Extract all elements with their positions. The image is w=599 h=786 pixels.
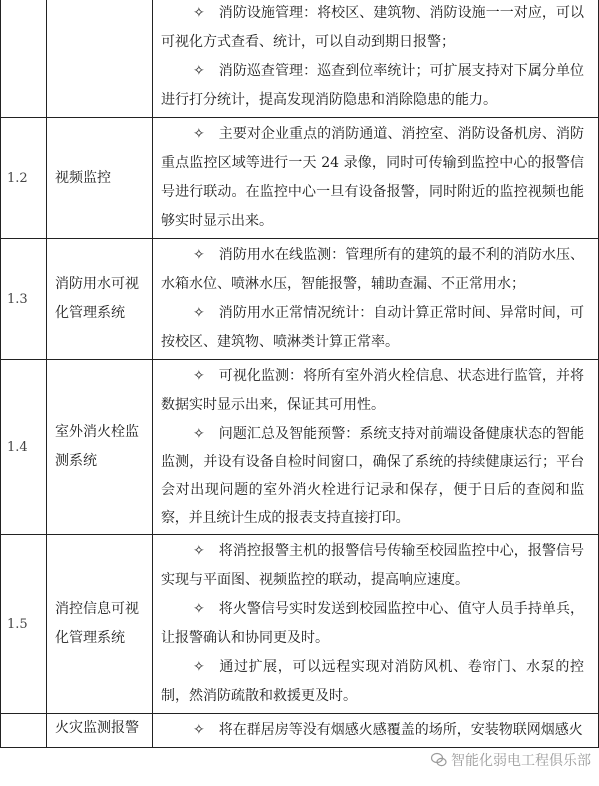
row-number [1, 0, 47, 118]
spec-table-body [1, 0, 599, 748]
feature-text: 将火警信号实时发送到校园监控中心、值守人员手持单兵，让报警确认和协同更及时。 [161, 601, 584, 646]
row-description [153, 714, 599, 748]
diamond-bullet-icon: ✧ [193, 543, 205, 559]
feature-text: 主要对企业重点的消防通道、消控室、消防设备机房、消防重点监控区域等进行一天 24 录像，同时可传输到监控中心的报警信号进行联动。在监控中心一旦有设备报警，同时附近的监控视频也能够实时显示出来。 [161, 126, 584, 229]
row-number: 1.2 [1, 118, 47, 239]
diamond-bullet-icon: ✧ [193, 368, 205, 384]
feature-paragraph [161, 595, 584, 653]
diamond-bullet-icon: ✧ [193, 126, 205, 142]
feature-text: 消防巡查管理：巡查到位率统计；可扩展支持对下属分单位进行打分统计，提高发现消防隐患和消除隐患的能力。 [161, 63, 584, 108]
row-module-name [47, 0, 153, 118]
diamond-bullet-icon: ✧ [193, 63, 205, 79]
row-number: 1.5 [1, 535, 47, 714]
feature-text: 可视化监测：将所有室外消火栓信息、状态进行监管，并将数据实时显示出来，保证其可用性。 [161, 368, 584, 413]
row-number: 1.4 [1, 360, 47, 535]
feature-paragraph [161, 120, 584, 236]
table-row [1, 714, 599, 748]
diamond-bullet-icon: ✧ [193, 426, 205, 442]
feature-text: 将在群居房等没有烟感火感覆盖的场所，安装物联网烟感火 [218, 722, 583, 738]
row-module-name: 视频监控 [47, 118, 153, 239]
diamond-bullet-icon: ✧ [193, 247, 205, 263]
feature-text: 通过扩展，可以远程实现对消防风机、卷帘门、水泵的控制，然消防疏散和救援更及时。 [161, 659, 584, 704]
table-row [1, 0, 599, 118]
feature-paragraph [161, 0, 584, 57]
row-number [1, 714, 47, 748]
row-module-name: 火灾监测报警 [47, 714, 153, 748]
feature-text: 消防设施管理：将校区、建筑物、消防设施一一对应，可以可视化方式查看、统计，可以自动到期日报警； [161, 5, 584, 50]
table-row [1, 360, 599, 535]
feature-text: 消防用水在线监测：管理所有的建筑的最不利的消防水压、水箱水位、喷淋水压，智能报警，辅助查漏、不正常用水； [161, 247, 584, 292]
table-row [1, 118, 599, 239]
row-description [153, 239, 599, 360]
diamond-bullet-icon: ✧ [193, 601, 205, 617]
row-module-name: 消防用水可视化管理系统 [47, 239, 153, 360]
row-number: 1.3 [1, 239, 47, 360]
feature-paragraph [161, 716, 584, 745]
feature-paragraph [161, 362, 584, 420]
feature-text: 将消控报警主机的报警信号传输至校园监控中心，报警信号实现与平面图、视频监控的联动，提高响应速度。 [161, 543, 584, 588]
diamond-bullet-icon: ✧ [193, 722, 205, 738]
feature-text: 消防用水正常情况统计：自动计算正常时间、异常时间，可按校区、建筑物、喷淋类计算正常率。 [161, 305, 584, 350]
diamond-bullet-icon: ✧ [193, 5, 205, 21]
watermark-text: 智能化弱电工程俱乐部 [451, 753, 591, 769]
wechat-icon [431, 752, 447, 768]
feature-paragraph [161, 299, 584, 357]
feature-paragraph [161, 241, 584, 299]
table-row [1, 535, 599, 714]
table-row [1, 239, 599, 360]
feature-paragraph [161, 57, 584, 115]
row-description [153, 535, 599, 714]
diamond-bullet-icon: ✧ [193, 305, 205, 321]
row-description [153, 0, 599, 118]
feature-paragraph [161, 420, 584, 532]
row-module-name: 消控信息可视化管理系统 [47, 535, 153, 714]
watermark [431, 750, 591, 770]
row-description [153, 360, 599, 535]
row-module-name: 室外消火栓监测系统 [47, 360, 153, 535]
feature-text: 问题汇总及智能预警：系统支持对前端设备健康状态的智能监测，并设有设备自检时间窗口，确保了系统的持续健康运行；平台会对出现问题的室外消火栓进行记录和保存，便于日后的查阅和监察，并且统计生成的报表支持直接打印。 [161, 426, 584, 526]
feature-paragraph [161, 537, 584, 595]
feature-paragraph [161, 653, 584, 711]
diamond-bullet-icon: ✧ [193, 659, 205, 675]
row-description [153, 118, 599, 239]
